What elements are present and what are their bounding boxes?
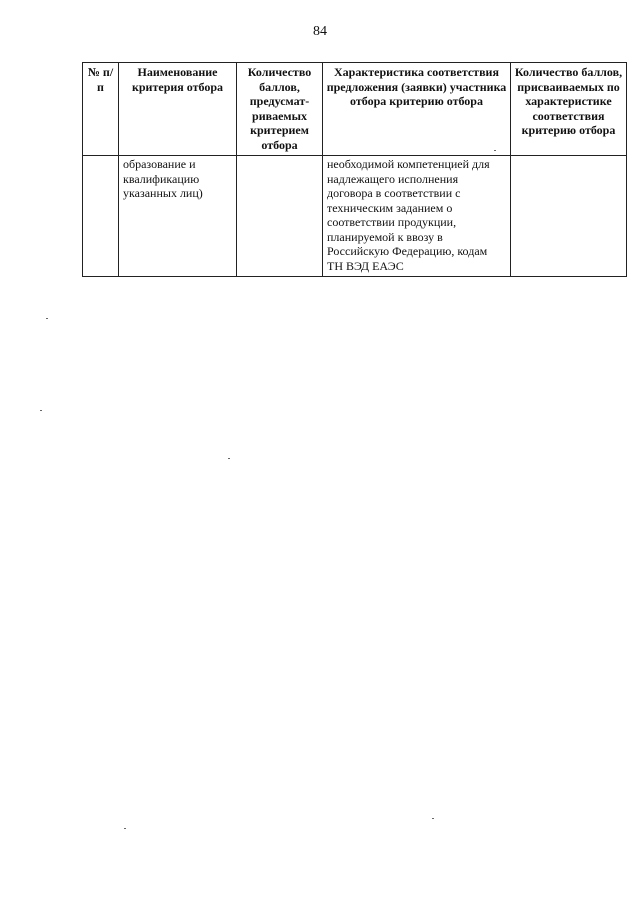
- scan-speck: [432, 818, 434, 819]
- scan-speck: [228, 458, 230, 459]
- table-body: [83, 156, 627, 277]
- cell-characteristic: необходимой компетенцией для надлежащего исполнения договора в соответствии с техническим заданием о соответствии продукции, планируемой к ввозу в Российскую Федерацию, кодам ТН ВЭД ЕАЭС: [323, 156, 511, 277]
- scan-speck: [46, 318, 48, 319]
- table-row: [83, 156, 627, 277]
- table-header: [83, 63, 627, 156]
- header-num: № п/п: [83, 63, 119, 156]
- cell-num: [83, 156, 119, 277]
- page-number: 84: [313, 24, 327, 39]
- header-characteristic: Характеристика соответствия предложения (заявки) участника отбора критерию отбора: [323, 63, 511, 156]
- cell-points-assigned: [511, 156, 627, 277]
- header-points-assigned: Количество баллов, присваиваемых по характеристике соответствия критерию отбора: [511, 63, 627, 156]
- criteria-table: [82, 62, 627, 277]
- scan-speck: [124, 828, 126, 829]
- header-row: [83, 63, 627, 156]
- header-points-provided: Количество баллов, предусмат-риваемых критерием отбора: [237, 63, 323, 156]
- cell-points-provided: [237, 156, 323, 277]
- scan-speck: [494, 150, 496, 151]
- scan-speck: [40, 410, 42, 411]
- cell-criterion-name: образование и квалификацию указанных лиц): [119, 156, 237, 277]
- header-criterion-name: Наименование критерия отбора: [119, 63, 237, 156]
